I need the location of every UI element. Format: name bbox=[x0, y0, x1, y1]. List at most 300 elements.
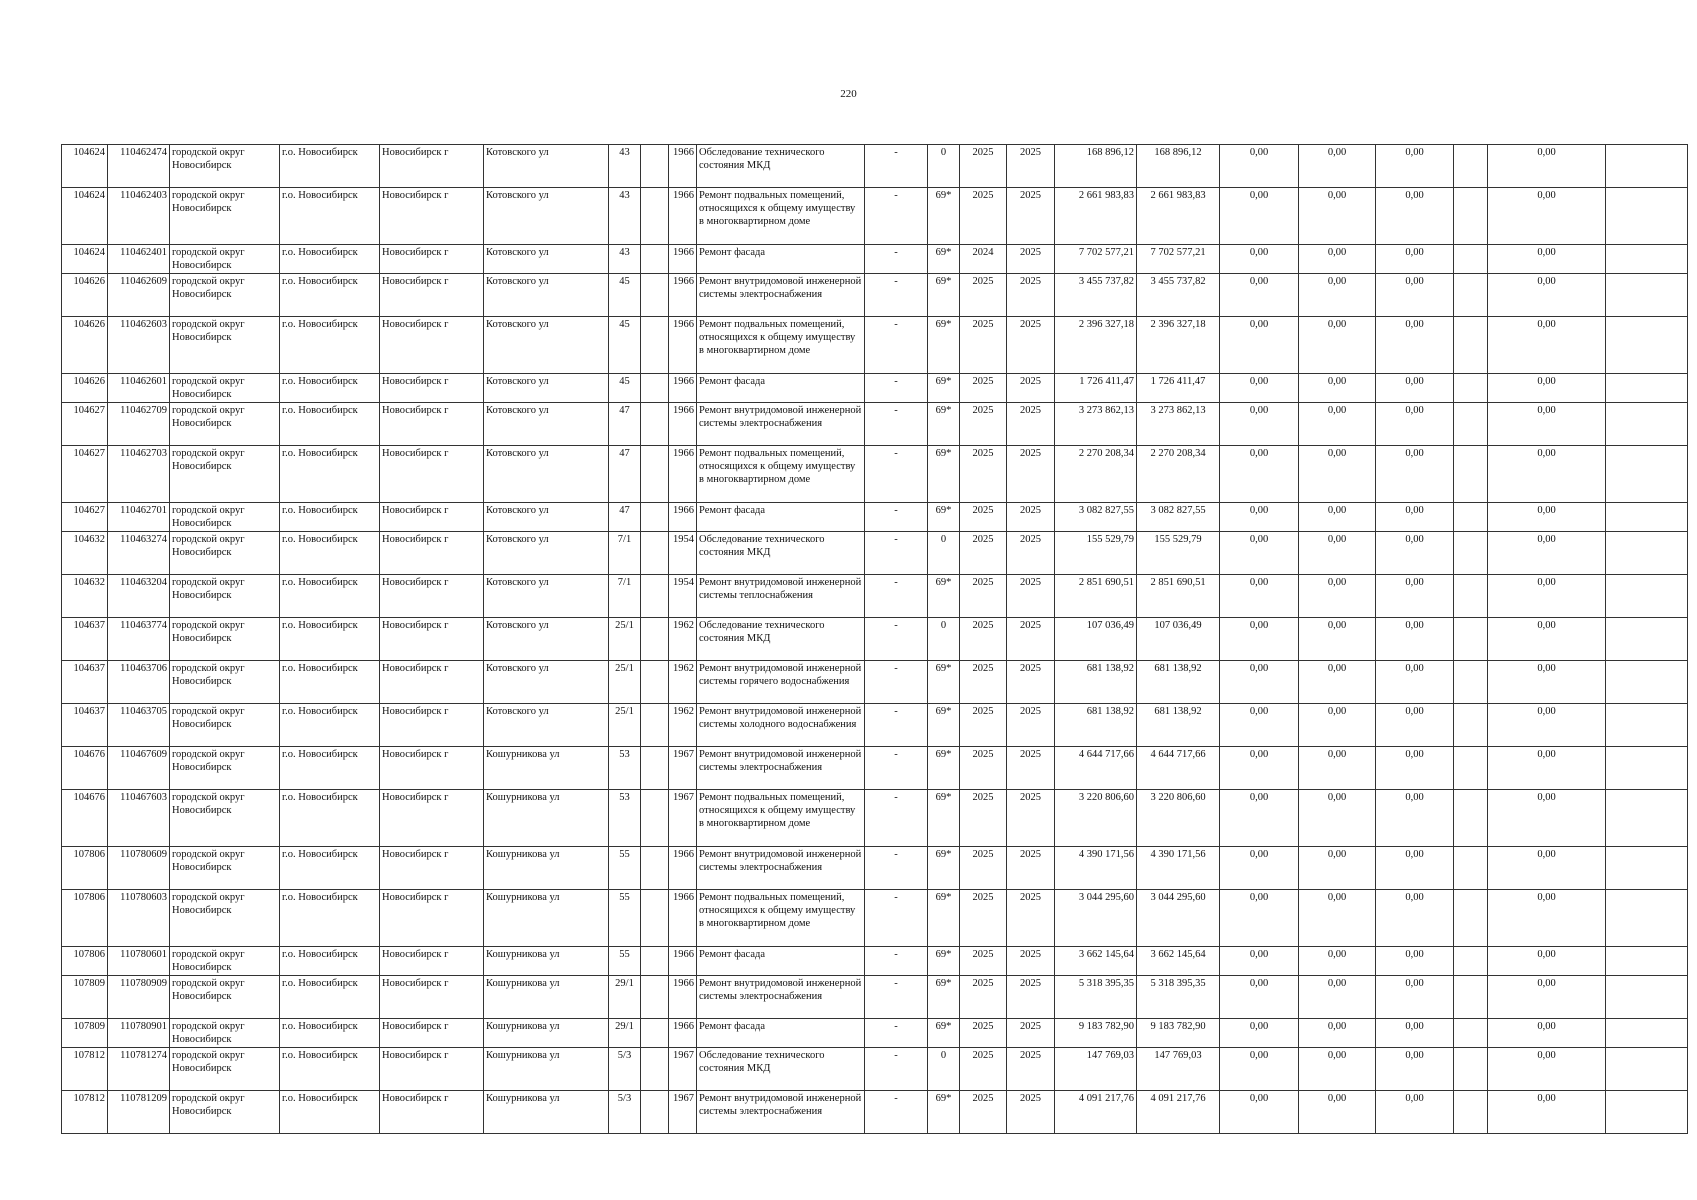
municipality-cell: г.о. Новосибирск bbox=[280, 188, 380, 245]
work-type-cell: Ремонт внутридомовой инженерной системы электроснабжения bbox=[697, 976, 865, 1019]
house-number-cell: 45 bbox=[609, 274, 641, 317]
table-row bbox=[62, 890, 1688, 947]
norm-cell: 69* bbox=[928, 1091, 960, 1134]
row-id-cell: 104637 bbox=[62, 661, 108, 704]
street-cell: Кошурникова ул bbox=[484, 890, 609, 947]
year-from-cell: 2025 bbox=[960, 403, 1007, 446]
value-4-cell bbox=[1454, 1019, 1488, 1048]
street-cell: Котовского ул bbox=[484, 374, 609, 403]
year-to-cell: 2025 bbox=[1007, 403, 1055, 446]
work-type-cell: Ремонт внутридомовой инженерной системы холодного водоснабжения bbox=[697, 704, 865, 747]
value-5-cell: 0,00 bbox=[1488, 1048, 1606, 1091]
year-from-cell: 2025 bbox=[960, 1091, 1007, 1134]
value-4-cell bbox=[1454, 317, 1488, 374]
value-5-cell: 0,00 bbox=[1488, 947, 1606, 976]
year-to-cell: 2025 bbox=[1007, 790, 1055, 847]
work-type-cell: Ремонт фасада bbox=[697, 947, 865, 976]
value-2-cell: 0,00 bbox=[1299, 374, 1376, 403]
year-from-cell: 2024 bbox=[960, 245, 1007, 274]
row-code-cell: 110780601 bbox=[108, 947, 170, 976]
house-number-cell: 5/3 bbox=[609, 1048, 641, 1091]
municipality-cell: г.о. Новосибирск bbox=[280, 245, 380, 274]
house-extra-cell bbox=[641, 374, 669, 403]
municipality-cell: г.о. Новосибирск bbox=[280, 704, 380, 747]
cost-cell: 4 390 171,56 bbox=[1055, 847, 1137, 890]
street-cell: Котовского ул bbox=[484, 188, 609, 245]
row-code-cell: 110462474 bbox=[108, 145, 170, 188]
value-4-cell bbox=[1454, 403, 1488, 446]
house-extra-cell bbox=[641, 145, 669, 188]
city-cell: Новосибирск г bbox=[380, 976, 484, 1019]
build-year-cell: 1966 bbox=[669, 374, 697, 403]
house-number-cell: 53 bbox=[609, 790, 641, 847]
city-cell: Новосибирск г bbox=[380, 503, 484, 532]
build-year-cell: 1966 bbox=[669, 317, 697, 374]
norm-cell: 69* bbox=[928, 245, 960, 274]
value-1-cell: 0,00 bbox=[1220, 575, 1299, 618]
dash-cell: - bbox=[865, 374, 928, 403]
year-to-cell: 2025 bbox=[1007, 274, 1055, 317]
year-to-cell: 2025 bbox=[1007, 575, 1055, 618]
value-1-cell: 0,00 bbox=[1220, 188, 1299, 245]
value-6-cell bbox=[1606, 1091, 1688, 1134]
cost-cell: 2 270 208,34 bbox=[1055, 446, 1137, 503]
value-2-cell: 0,00 bbox=[1299, 947, 1376, 976]
build-year-cell: 1967 bbox=[669, 790, 697, 847]
year-from-cell: 2025 bbox=[960, 847, 1007, 890]
house-extra-cell bbox=[641, 1019, 669, 1048]
table-row bbox=[62, 575, 1688, 618]
year-from-cell: 2025 bbox=[960, 747, 1007, 790]
row-id-cell: 107809 bbox=[62, 976, 108, 1019]
value-6-cell bbox=[1606, 403, 1688, 446]
house-number-cell: 55 bbox=[609, 947, 641, 976]
value-5-cell: 0,00 bbox=[1488, 403, 1606, 446]
cost-total-cell: 4 390 171,56 bbox=[1137, 847, 1220, 890]
work-type-cell: Ремонт подвальных помещений, относящихся к общему имуществу в многоквартирном доме bbox=[697, 188, 865, 245]
cost-cell: 168 896,12 bbox=[1055, 145, 1137, 188]
value-3-cell: 0,00 bbox=[1376, 790, 1454, 847]
value-1-cell: 0,00 bbox=[1220, 317, 1299, 374]
value-4-cell bbox=[1454, 274, 1488, 317]
value-3-cell: 0,00 bbox=[1376, 575, 1454, 618]
house-extra-cell bbox=[641, 188, 669, 245]
value-3-cell: 0,00 bbox=[1376, 747, 1454, 790]
value-1-cell: 0,00 bbox=[1220, 976, 1299, 1019]
cost-total-cell: 168 896,12 bbox=[1137, 145, 1220, 188]
table-row bbox=[62, 704, 1688, 747]
norm-cell: 69* bbox=[928, 503, 960, 532]
value-4-cell bbox=[1454, 947, 1488, 976]
value-2-cell: 0,00 bbox=[1299, 532, 1376, 575]
row-code-cell: 110462709 bbox=[108, 403, 170, 446]
norm-cell: 69* bbox=[928, 790, 960, 847]
value-4-cell bbox=[1454, 532, 1488, 575]
build-year-cell: 1954 bbox=[669, 532, 697, 575]
table-row bbox=[62, 446, 1688, 503]
city-cell: Новосибирск г bbox=[380, 790, 484, 847]
year-to-cell: 2025 bbox=[1007, 446, 1055, 503]
cost-cell: 3 273 862,13 bbox=[1055, 403, 1137, 446]
value-1-cell: 0,00 bbox=[1220, 847, 1299, 890]
value-4-cell bbox=[1454, 847, 1488, 890]
year-from-cell: 2025 bbox=[960, 374, 1007, 403]
value-2-cell: 0,00 bbox=[1299, 704, 1376, 747]
value-2-cell: 0,00 bbox=[1299, 145, 1376, 188]
cost-cell: 147 769,03 bbox=[1055, 1048, 1137, 1091]
value-6-cell bbox=[1606, 847, 1688, 890]
house-number-cell: 47 bbox=[609, 503, 641, 532]
cost-total-cell: 681 138,92 bbox=[1137, 704, 1220, 747]
norm-cell: 69* bbox=[928, 661, 960, 704]
dash-cell: - bbox=[865, 747, 928, 790]
table-row bbox=[62, 976, 1688, 1019]
dash-cell: - bbox=[865, 1048, 928, 1091]
district-cell: городской округ Новосибирск bbox=[170, 847, 280, 890]
cost-total-cell: 3 455 737,82 bbox=[1137, 274, 1220, 317]
street-cell: Кошурникова ул bbox=[484, 1091, 609, 1134]
work-type-cell: Ремонт фасада bbox=[697, 374, 865, 403]
work-type-cell: Ремонт внутридомовой инженерной системы электроснабжения bbox=[697, 274, 865, 317]
street-cell: Котовского ул bbox=[484, 704, 609, 747]
value-5-cell: 0,00 bbox=[1488, 188, 1606, 245]
table-row bbox=[62, 274, 1688, 317]
value-3-cell: 0,00 bbox=[1376, 317, 1454, 374]
city-cell: Новосибирск г bbox=[380, 947, 484, 976]
house-number-cell: 43 bbox=[609, 145, 641, 188]
year-from-cell: 2025 bbox=[960, 890, 1007, 947]
norm-cell: 69* bbox=[928, 947, 960, 976]
value-3-cell: 0,00 bbox=[1376, 374, 1454, 403]
row-code-cell: 110780603 bbox=[108, 890, 170, 947]
district-cell: городской округ Новосибирск bbox=[170, 704, 280, 747]
value-6-cell bbox=[1606, 317, 1688, 374]
district-cell: городской округ Новосибирск bbox=[170, 317, 280, 374]
dash-cell: - bbox=[865, 847, 928, 890]
street-cell: Кошурникова ул bbox=[484, 976, 609, 1019]
dash-cell: - bbox=[865, 661, 928, 704]
row-id-cell: 104676 bbox=[62, 790, 108, 847]
cost-total-cell: 3 273 862,13 bbox=[1137, 403, 1220, 446]
city-cell: Новосибирск г bbox=[380, 661, 484, 704]
district-cell: городской округ Новосибирск bbox=[170, 618, 280, 661]
value-3-cell: 0,00 bbox=[1376, 188, 1454, 245]
district-cell: городской округ Новосибирск bbox=[170, 890, 280, 947]
work-type-cell: Ремонт фасада bbox=[697, 503, 865, 532]
norm-cell: 69* bbox=[928, 976, 960, 1019]
value-6-cell bbox=[1606, 374, 1688, 403]
house-number-cell: 43 bbox=[609, 188, 641, 245]
value-3-cell: 0,00 bbox=[1376, 1048, 1454, 1091]
cost-cell: 3 662 145,64 bbox=[1055, 947, 1137, 976]
build-year-cell: 1967 bbox=[669, 747, 697, 790]
street-cell: Котовского ул bbox=[484, 575, 609, 618]
row-code-cell: 110462401 bbox=[108, 245, 170, 274]
year-to-cell: 2025 bbox=[1007, 374, 1055, 403]
dash-cell: - bbox=[865, 532, 928, 575]
row-id-cell: 104637 bbox=[62, 618, 108, 661]
value-2-cell: 0,00 bbox=[1299, 1048, 1376, 1091]
table-row bbox=[62, 1019, 1688, 1048]
value-4-cell bbox=[1454, 704, 1488, 747]
street-cell: Котовского ул bbox=[484, 317, 609, 374]
row-code-cell: 110467603 bbox=[108, 790, 170, 847]
value-4-cell bbox=[1454, 747, 1488, 790]
municipality-cell: г.о. Новосибирск bbox=[280, 618, 380, 661]
municipality-cell: г.о. Новосибирск bbox=[280, 847, 380, 890]
house-extra-cell bbox=[641, 403, 669, 446]
row-code-cell: 110781274 bbox=[108, 1048, 170, 1091]
cost-total-cell: 681 138,92 bbox=[1137, 661, 1220, 704]
value-3-cell: 0,00 bbox=[1376, 890, 1454, 947]
municipality-cell: г.о. Новосибирск bbox=[280, 747, 380, 790]
row-code-cell: 110780901 bbox=[108, 1019, 170, 1048]
cost-total-cell: 155 529,79 bbox=[1137, 532, 1220, 575]
dash-cell: - bbox=[865, 976, 928, 1019]
city-cell: Новосибирск г bbox=[380, 317, 484, 374]
build-year-cell: 1966 bbox=[669, 947, 697, 976]
value-3-cell: 0,00 bbox=[1376, 947, 1454, 976]
city-cell: Новосибирск г bbox=[380, 245, 484, 274]
cost-total-cell: 147 769,03 bbox=[1137, 1048, 1220, 1091]
year-from-cell: 2025 bbox=[960, 274, 1007, 317]
value-5-cell: 0,00 bbox=[1488, 245, 1606, 274]
cost-cell: 3 082 827,55 bbox=[1055, 503, 1137, 532]
year-to-cell: 2025 bbox=[1007, 1091, 1055, 1134]
municipality-cell: г.о. Новосибирск bbox=[280, 532, 380, 575]
value-1-cell: 0,00 bbox=[1220, 1048, 1299, 1091]
value-6-cell bbox=[1606, 618, 1688, 661]
value-1-cell: 0,00 bbox=[1220, 374, 1299, 403]
house-number-cell: 47 bbox=[609, 403, 641, 446]
value-6-cell bbox=[1606, 1048, 1688, 1091]
value-1-cell: 0,00 bbox=[1220, 145, 1299, 188]
value-5-cell: 0,00 bbox=[1488, 618, 1606, 661]
district-cell: городской округ Новосибирск bbox=[170, 1091, 280, 1134]
year-to-cell: 2025 bbox=[1007, 245, 1055, 274]
value-5-cell: 0,00 bbox=[1488, 1091, 1606, 1134]
house-extra-cell bbox=[641, 618, 669, 661]
value-1-cell: 0,00 bbox=[1220, 618, 1299, 661]
value-1-cell: 0,00 bbox=[1220, 245, 1299, 274]
municipality-cell: г.о. Новосибирск bbox=[280, 1091, 380, 1134]
build-year-cell: 1966 bbox=[669, 890, 697, 947]
year-to-cell: 2025 bbox=[1007, 747, 1055, 790]
district-cell: городской округ Новосибирск bbox=[170, 503, 280, 532]
norm-cell: 69* bbox=[928, 704, 960, 747]
house-extra-cell bbox=[641, 317, 669, 374]
row-code-cell: 110463204 bbox=[108, 575, 170, 618]
house-extra-cell bbox=[641, 847, 669, 890]
table-row bbox=[62, 847, 1688, 890]
cost-cell: 681 138,92 bbox=[1055, 704, 1137, 747]
value-4-cell bbox=[1454, 188, 1488, 245]
house-number-cell: 29/1 bbox=[609, 1019, 641, 1048]
house-number-cell: 47 bbox=[609, 446, 641, 503]
cost-total-cell: 2 270 208,34 bbox=[1137, 446, 1220, 503]
value-2-cell: 0,00 bbox=[1299, 446, 1376, 503]
value-5-cell: 0,00 bbox=[1488, 274, 1606, 317]
row-id-cell: 104624 bbox=[62, 245, 108, 274]
row-code-cell: 110780609 bbox=[108, 847, 170, 890]
city-cell: Новосибирск г bbox=[380, 618, 484, 661]
value-2-cell: 0,00 bbox=[1299, 890, 1376, 947]
value-4-cell bbox=[1454, 1048, 1488, 1091]
district-cell: городской округ Новосибирск bbox=[170, 403, 280, 446]
table-row bbox=[62, 947, 1688, 976]
row-code-cell: 110462403 bbox=[108, 188, 170, 245]
district-cell: городской округ Новосибирск bbox=[170, 145, 280, 188]
value-6-cell bbox=[1606, 976, 1688, 1019]
dash-cell: - bbox=[865, 575, 928, 618]
work-type-cell: Ремонт внутридомовой инженерной системы электроснабжения bbox=[697, 1091, 865, 1134]
norm-cell: 69* bbox=[928, 890, 960, 947]
dash-cell: - bbox=[865, 245, 928, 274]
value-4-cell bbox=[1454, 890, 1488, 947]
build-year-cell: 1966 bbox=[669, 847, 697, 890]
table-row bbox=[62, 403, 1688, 446]
district-cell: городской округ Новосибирск bbox=[170, 747, 280, 790]
value-4-cell bbox=[1454, 374, 1488, 403]
table-row bbox=[62, 1048, 1688, 1091]
table-row bbox=[62, 618, 1688, 661]
year-from-cell: 2025 bbox=[960, 661, 1007, 704]
value-1-cell: 0,00 bbox=[1220, 890, 1299, 947]
cost-cell: 7 702 577,21 bbox=[1055, 245, 1137, 274]
year-from-cell: 2025 bbox=[960, 446, 1007, 503]
capital-repair-table bbox=[61, 144, 1688, 1134]
house-number-cell: 55 bbox=[609, 890, 641, 947]
street-cell: Котовского ул bbox=[484, 403, 609, 446]
row-code-cell: 110467609 bbox=[108, 747, 170, 790]
norm-cell: 69* bbox=[928, 274, 960, 317]
year-to-cell: 2025 bbox=[1007, 503, 1055, 532]
build-year-cell: 1966 bbox=[669, 245, 697, 274]
row-code-cell: 110781209 bbox=[108, 1091, 170, 1134]
street-cell: Кошурникова ул bbox=[484, 847, 609, 890]
cost-total-cell: 107 036,49 bbox=[1137, 618, 1220, 661]
cost-cell: 1 726 411,47 bbox=[1055, 374, 1137, 403]
value-3-cell: 0,00 bbox=[1376, 503, 1454, 532]
cost-total-cell: 2 661 983,83 bbox=[1137, 188, 1220, 245]
norm-cell: 0 bbox=[928, 532, 960, 575]
row-code-cell: 110463774 bbox=[108, 618, 170, 661]
cost-total-cell: 9 183 782,90 bbox=[1137, 1019, 1220, 1048]
build-year-cell: 1966 bbox=[669, 145, 697, 188]
table-row bbox=[62, 317, 1688, 374]
year-from-cell: 2025 bbox=[960, 532, 1007, 575]
city-cell: Новосибирск г bbox=[380, 446, 484, 503]
value-2-cell: 0,00 bbox=[1299, 245, 1376, 274]
cost-cell: 5 318 395,35 bbox=[1055, 976, 1137, 1019]
norm-cell: 0 bbox=[928, 618, 960, 661]
row-code-cell: 110462603 bbox=[108, 317, 170, 374]
dash-cell: - bbox=[865, 403, 928, 446]
year-from-cell: 2025 bbox=[960, 1019, 1007, 1048]
value-3-cell: 0,00 bbox=[1376, 145, 1454, 188]
table-row bbox=[62, 661, 1688, 704]
row-code-cell: 110463274 bbox=[108, 532, 170, 575]
value-2-cell: 0,00 bbox=[1299, 188, 1376, 245]
value-2-cell: 0,00 bbox=[1299, 618, 1376, 661]
municipality-cell: г.о. Новосибирск bbox=[280, 575, 380, 618]
municipality-cell: г.о. Новосибирск bbox=[280, 790, 380, 847]
year-to-cell: 2025 bbox=[1007, 145, 1055, 188]
norm-cell: 69* bbox=[928, 747, 960, 790]
value-3-cell: 0,00 bbox=[1376, 532, 1454, 575]
street-cell: Котовского ул bbox=[484, 532, 609, 575]
house-number-cell: 7/1 bbox=[609, 575, 641, 618]
table-row bbox=[62, 245, 1688, 274]
municipality-cell: г.о. Новосибирск bbox=[280, 947, 380, 976]
value-5-cell: 0,00 bbox=[1488, 890, 1606, 947]
build-year-cell: 1966 bbox=[669, 403, 697, 446]
year-to-cell: 2025 bbox=[1007, 618, 1055, 661]
value-1-cell: 0,00 bbox=[1220, 403, 1299, 446]
house-number-cell: 25/1 bbox=[609, 704, 641, 747]
street-cell: Кошурникова ул bbox=[484, 947, 609, 976]
value-5-cell: 0,00 bbox=[1488, 790, 1606, 847]
value-4-cell bbox=[1454, 618, 1488, 661]
year-to-cell: 2025 bbox=[1007, 661, 1055, 704]
city-cell: Новосибирск г bbox=[380, 403, 484, 446]
year-from-cell: 2025 bbox=[960, 503, 1007, 532]
row-code-cell: 110463705 bbox=[108, 704, 170, 747]
value-6-cell bbox=[1606, 575, 1688, 618]
value-2-cell: 0,00 bbox=[1299, 847, 1376, 890]
value-6-cell bbox=[1606, 661, 1688, 704]
dash-cell: - bbox=[865, 790, 928, 847]
table-row bbox=[62, 790, 1688, 847]
value-2-cell: 0,00 bbox=[1299, 317, 1376, 374]
value-1-cell: 0,00 bbox=[1220, 790, 1299, 847]
cost-total-cell: 1 726 411,47 bbox=[1137, 374, 1220, 403]
build-year-cell: 1962 bbox=[669, 661, 697, 704]
district-cell: городской округ Новосибирск bbox=[170, 1048, 280, 1091]
row-id-cell: 107806 bbox=[62, 847, 108, 890]
house-extra-cell bbox=[641, 503, 669, 532]
value-4-cell bbox=[1454, 446, 1488, 503]
value-6-cell bbox=[1606, 947, 1688, 976]
value-3-cell: 0,00 bbox=[1376, 661, 1454, 704]
municipality-cell: г.о. Новосибирск bbox=[280, 317, 380, 374]
row-id-cell: 107809 bbox=[62, 1019, 108, 1048]
value-2-cell: 0,00 bbox=[1299, 403, 1376, 446]
house-extra-cell bbox=[641, 976, 669, 1019]
city-cell: Новосибирск г bbox=[380, 374, 484, 403]
cost-cell: 2 661 983,83 bbox=[1055, 188, 1137, 245]
table-row bbox=[62, 747, 1688, 790]
work-type-cell: Ремонт внутридомовой инженерной системы электроснабжения bbox=[697, 847, 865, 890]
cost-total-cell: 3 662 145,64 bbox=[1137, 947, 1220, 976]
norm-cell: 69* bbox=[928, 1019, 960, 1048]
dash-cell: - bbox=[865, 618, 928, 661]
year-to-cell: 2025 bbox=[1007, 317, 1055, 374]
dash-cell: - bbox=[865, 890, 928, 947]
build-year-cell: 1966 bbox=[669, 188, 697, 245]
work-type-cell: Ремонт внутридомовой инженерной системы теплоснабжения bbox=[697, 575, 865, 618]
dash-cell: - bbox=[865, 704, 928, 747]
table-row bbox=[62, 188, 1688, 245]
house-extra-cell bbox=[641, 1048, 669, 1091]
house-extra-cell bbox=[641, 532, 669, 575]
value-2-cell: 0,00 bbox=[1299, 575, 1376, 618]
row-id-cell: 104626 bbox=[62, 274, 108, 317]
value-4-cell bbox=[1454, 245, 1488, 274]
row-id-cell: 104632 bbox=[62, 575, 108, 618]
municipality-cell: г.о. Новосибирск bbox=[280, 976, 380, 1019]
value-2-cell: 0,00 bbox=[1299, 790, 1376, 847]
